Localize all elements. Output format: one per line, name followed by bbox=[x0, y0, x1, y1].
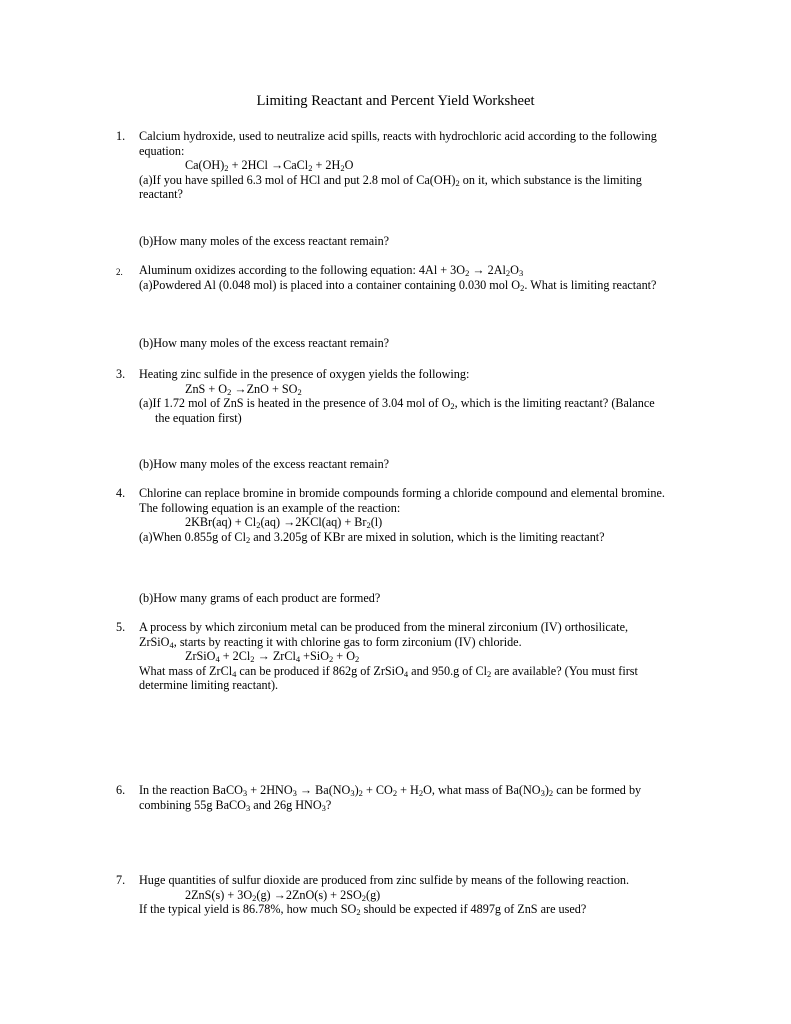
question-text: combining 55g BaCO$_3$ and 26g $HNO_3$? bbox=[139, 797, 332, 813]
part-a-text: (a)If you have spilled 6.3 mol of HCl and put 2.8 mol of $Ca(OH)_2$ on it, which substance is the limiting bbox=[139, 172, 642, 188]
part-b-text: (b)How many grams of each product are formed? bbox=[139, 591, 381, 605]
part-a-text: the equation first) bbox=[155, 410, 242, 425]
part-b-text: (b)How many moles of the excess reactant remain? bbox=[139, 457, 390, 471]
question-number: 6. bbox=[116, 783, 126, 797]
page-title: Limiting Reactant and Percent Yield Worksheet bbox=[256, 93, 535, 109]
question-number: 4. bbox=[116, 486, 126, 500]
equation: $2ZnS(s) + 3O_2(g) \to 2ZnO(s) + 2SO_2(g)$ bbox=[185, 887, 381, 903]
question-text: ZrSiO$_4$, starts by reacting it with chlorine gas to form zirconium (IV) chloride. bbox=[139, 634, 522, 650]
part-a-text: reactant? bbox=[139, 187, 183, 202]
question-text: Huge quantities of sulfur dioxide are produced from zinc sulfide by means of the following reaction. bbox=[139, 873, 630, 887]
part-a-text: (a)Powdered Al (0.048 mol) is placed into a container containing 0.030 mol $O_2$. What is limiting reactant? bbox=[139, 277, 657, 293]
question-text: In the reaction BaCO$_3$ + $2HNO_3 \to Ba(NO_3)_2 + CO_2 + H_2O$, what mass of $Ba(NO_3)_2$ can be formed by bbox=[139, 783, 642, 798]
arrow-icon: → bbox=[472, 263, 485, 277]
part-b-text: (b)How many moles of the excess reactant remain? bbox=[139, 336, 390, 350]
arrow-icon: → bbox=[234, 381, 247, 396]
question-number: 5. bbox=[116, 620, 126, 634]
equation: ZnS + $O_2 \to ZnO + SO_2$ bbox=[185, 381, 302, 397]
question-text: equation: bbox=[139, 143, 185, 158]
equation: $Ca(OH)_2 + 2HCl$ →CaCl$_2$ + $2H_2O$ bbox=[185, 158, 354, 174]
question-text: A process by which zirconium metal can be produced from the mineral zirconium (IV) orthosilicate, bbox=[139, 620, 629, 634]
arrow-icon: → bbox=[273, 887, 286, 902]
question-text: Chlorine can replace bromine in bromide compounds forming a chloride compound and elemental bromine. bbox=[139, 486, 665, 500]
question-text: determine limiting reactant). bbox=[139, 678, 279, 693]
question-text: Calcium hydroxide, used to neutralize acid spills, reacts with hydrochloric acid according to the following bbox=[139, 129, 657, 143]
question-number: 7. bbox=[116, 873, 126, 887]
part-a-text: (a)When 0.855g of $Cl_2$ and 3.205g of KBr are mixed in solution, which is the limiting reactant? bbox=[139, 529, 605, 545]
part-a-text: (a)If 1.72 mol of ZnS is heated in the presence of 3.04 mol of $O_2$, which is the limiting reactant? (Balance bbox=[139, 396, 655, 412]
question-text: The following equation is an example of the reaction: bbox=[139, 500, 401, 515]
question-text: If the typical yield is 86.78%, how much $SO_2$ should be expected if 4897g of ZnS are used? bbox=[139, 902, 587, 918]
question-text: Aluminum oxidizes according to the following equation: $4Al + 3O_2 \to 2Al_2O_3$ bbox=[139, 263, 524, 278]
arrow-icon: → bbox=[257, 649, 270, 664]
arrow-icon: → bbox=[270, 158, 284, 173]
part-b-text: (b)How many moles of the excess reactant remain? bbox=[139, 234, 390, 248]
equation: ZrSiO$_4$ + $2Cl_2$ → ZrCl$_4$ $+SiO_2 + O_2$ bbox=[185, 649, 360, 665]
question-text: Heating zinc sulfide in the presence of oxygen yields the following: bbox=[139, 367, 470, 381]
question-number: 1. bbox=[116, 129, 126, 143]
arrow-icon: → bbox=[299, 783, 313, 797]
question-number: 3. bbox=[116, 367, 126, 381]
arrow-icon: → bbox=[283, 515, 296, 530]
equation: $2KBr(aq) + Cl_2(aq) \to 2KCl(aq) + Br_2(l)$ bbox=[185, 515, 383, 531]
question-text: What mass of ZrCl$_4$ can be produced if 862g of ZrSiO$_4$ and 950.g of $Cl_2$ are available? (You must first bbox=[139, 663, 638, 679]
question-number: 2. bbox=[116, 267, 123, 277]
